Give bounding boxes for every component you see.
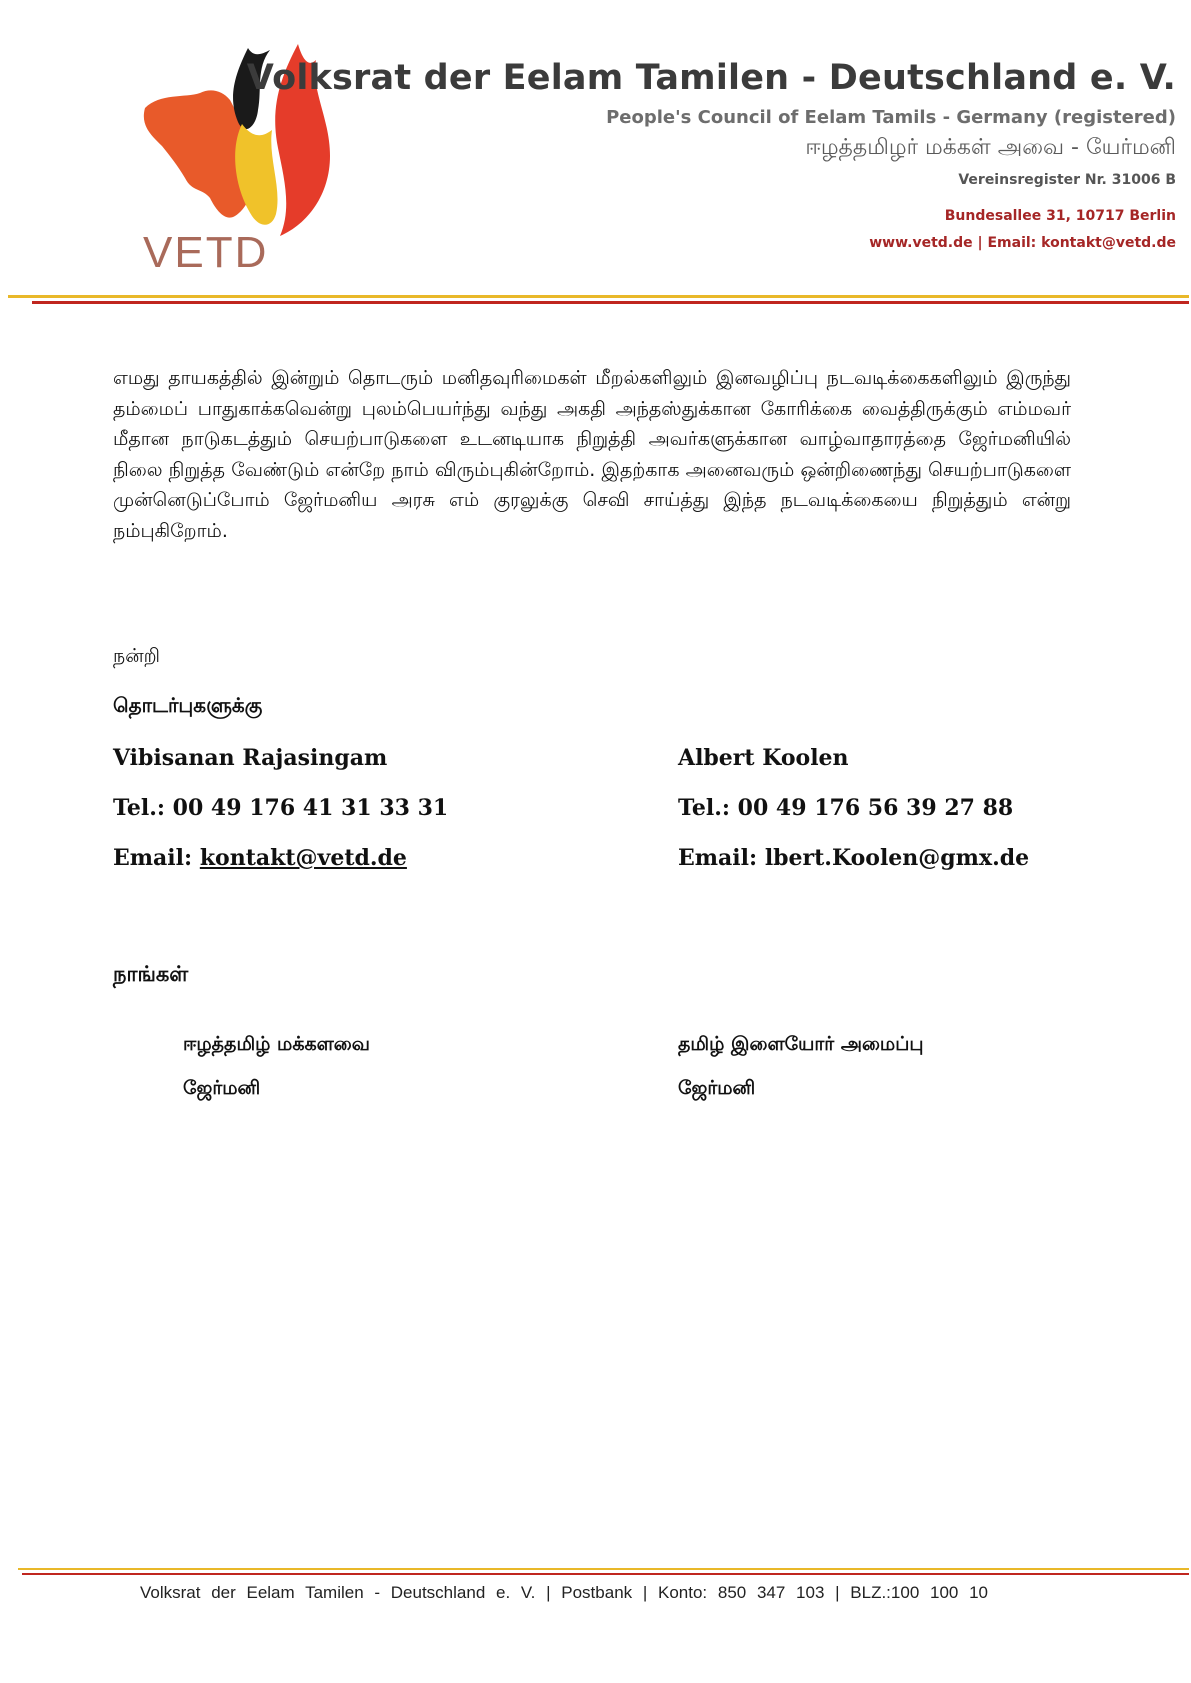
website-email: www.vetd.de | Email: kontakt@vetd.de — [869, 235, 1176, 251]
address: Bundesallee 31, 10717 Berlin — [944, 208, 1176, 224]
group-country: ஜேர்மனி — [183, 1077, 261, 1099]
header-rule-gold — [8, 295, 1189, 298]
tel-number: 00 49 176 56 39 27 88 — [737, 795, 1014, 821]
tel-label: Tel.: — [678, 795, 730, 821]
group-country: ஜேர்மனி — [678, 1077, 756, 1099]
contact-email — [113, 845, 407, 871]
contact-phone — [113, 795, 448, 821]
email-address: lbert.Koolen@gmx.de — [764, 845, 1030, 871]
header-rule-red — [32, 301, 1189, 304]
register-number: Vereinsregister Nr. 31006 B — [958, 172, 1176, 188]
email-label: Email: — [678, 845, 758, 871]
contact-phone — [678, 795, 1013, 821]
contact-name: Albert Koolen — [678, 745, 849, 771]
contact-name: Vibisanan Rajasingam — [113, 745, 388, 771]
group-name: ஈழத்தமிழ் மக்களவை — [183, 1033, 370, 1055]
org-name: Volksrat der Eelam Tamilen - Deutschland e. V. — [246, 58, 1176, 98]
footer-rule-gold — [18, 1568, 1189, 1570]
logo-text: VETD — [143, 228, 269, 277]
org-name-english: People's Council of Eelam Tamils - Germany (registered) — [606, 107, 1176, 128]
group-name: தமிழ் இளையோர் அமைப்பு — [678, 1033, 924, 1055]
thanks-text: நன்றி — [113, 645, 160, 667]
tel-label: Tel.: — [113, 795, 165, 821]
org-name-tamil: ஈழத்தமிழர் மக்கள் அவை - யேர்மனி — [805, 135, 1176, 160]
we-heading: நாங்கள் — [113, 962, 189, 986]
footer-rule-red — [22, 1573, 1189, 1575]
contact-email — [678, 845, 1029, 871]
email-label: Email: — [113, 845, 193, 871]
tel-number: 00 49 176 41 31 33 31 — [172, 795, 449, 821]
body-paragraph: எமது தாயகத்தில் இன்றும் தொடரும் மனிதவுரிமைகள் மீறல்களிலும் இனவழிப்பு நடவடிக்கைகளிலும் இருந்து தம்மைப் பாதுகாக்கவென்று புலம்பெயர்ந்து வந்து அகதி அந்தஸ்துக்கான கோரிக்கை வைத்திருக்கும் எம்மவர் மீதான நாடுகடத்தும் செயற்பாடுகளை உடனடியாக நிறுத்தி அவர்களுக்கான வாழ்வாதாரத்தை ஜேர்மனியில் நிலை நிறுத்த வேண்டும் என்றே நாம் விரும்புகின்றோம். இதற்காக அனைவரும் ஒன்றிணைந்து செயற்பாடுகளை முன்னெடுப்போம் ஜேர்மனிய அரசு எம் குரலுக்கு செவி சாய்த்து இந்த நடவடிக்கையை நிறுத்தும் என்று நம்புகிறோம். — [113, 367, 1071, 542]
footer-bank-details: Volksrat der Eelam Tamilen - Deutschland e. V. | Postbank | Konto: 850 347 103 | BLZ.:100 100 10 — [140, 1583, 988, 1602]
contacts-heading: தொடர்புகளுக்கு — [113, 693, 263, 717]
email-link[interactable]: kontakt@vetd.de — [199, 845, 407, 871]
